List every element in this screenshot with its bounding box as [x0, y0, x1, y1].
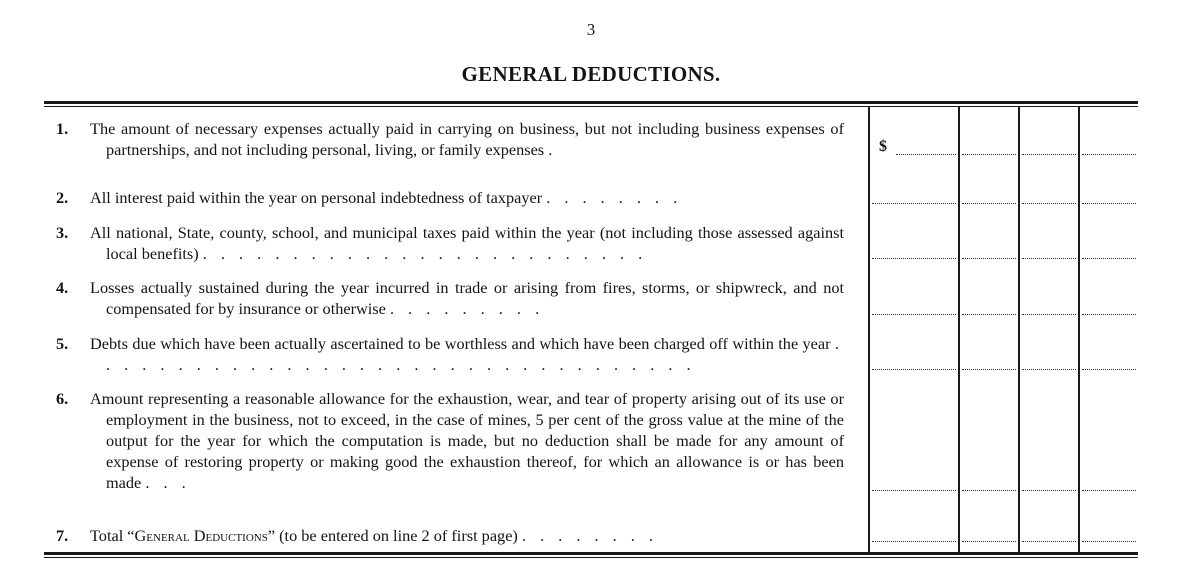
amount-line-1-col-2 — [962, 154, 1016, 155]
amount-line-6-col-4 — [1082, 490, 1136, 491]
column-divider-3 — [1018, 106, 1020, 553]
amount-line-3-col-1 — [872, 258, 956, 259]
amount-line-3-col-2 — [962, 258, 1016, 259]
deduction-item-7 — [56, 525, 844, 546]
amount-line-7-col-1 — [872, 541, 956, 542]
amount-line-6-col-3 — [1022, 490, 1076, 491]
deduction-item-5 — [56, 333, 844, 375]
amount-line-6-col-1 — [872, 490, 956, 491]
deduction-item-2 — [56, 187, 844, 208]
page-number: 3 — [586, 20, 596, 39]
deduction-item-4 — [56, 277, 844, 319]
amount-line-2-col-1 — [872, 203, 956, 204]
column-divider-4 — [1078, 106, 1080, 553]
item-text: Debts due which have been actually ascertained to be worthless and which have been charged off within the year — [90, 334, 831, 353]
currency-symbol: $ — [879, 138, 887, 155]
item-text-smallcaps: General Deductions — [134, 526, 268, 545]
deduction-item-1 — [56, 118, 844, 160]
item-text-prefix: Total “ — [90, 526, 135, 545]
item-number: 7. — [56, 526, 69, 545]
amount-line-1-col-3 — [1022, 154, 1076, 155]
amount-line-1-col-1 — [896, 154, 956, 155]
item-leader: . . . . . . . . . — [389, 299, 545, 318]
column-divider-2 — [958, 106, 960, 553]
item-leader: . . . . . . . . . . . . . . . . . . . . . . . . . — [202, 244, 648, 263]
item-number: 3. — [56, 223, 69, 242]
amount-line-5-col-2 — [962, 369, 1016, 370]
item-number: 6. — [56, 389, 69, 408]
column-divider-1 — [868, 106, 870, 553]
amount-line-5-col-1 — [872, 369, 956, 370]
amount-line-7-col-2 — [962, 541, 1016, 542]
amount-line-2-col-2 — [962, 203, 1016, 204]
amount-line-4-col-4 — [1082, 314, 1136, 315]
amount-line-4-col-1 — [872, 314, 956, 315]
bottom-rule-thick — [44, 552, 1138, 555]
amount-line-3-col-4 — [1082, 258, 1136, 259]
amount-line-6-col-2 — [962, 490, 1016, 491]
item-text: The amount of necessary expenses actually paid in carrying on business, but not including business expenses of partnerships, and not including personal, living, or family expenses — [90, 119, 844, 159]
item-number: 2. — [56, 188, 69, 207]
amount-line-2-col-4 — [1082, 203, 1136, 204]
amount-line-3-col-3 — [1022, 258, 1076, 259]
bottom-rule-thin — [44, 557, 1138, 558]
section-title: GENERAL DEDUCTIONS. — [461, 62, 721, 86]
item-text: All national, State, county, school, and municipal taxes paid within the year (not including those assessed against local benefits) — [90, 223, 844, 263]
amount-line-7-col-4 — [1082, 541, 1136, 542]
top-rule-thick — [44, 101, 1138, 104]
item-text: Amount representing a reasonable allowance for the exhaustion, wear, and tear of property arising out of its use or employment in the business, not to exceed, in the case of mines, 5 per cent of the gross value at the mine of the output for the year for which the computation is made, but no deduction shall be made for any amount of expense of restoring property or making good the exhaustion thereof, for which an allowance is or has been made — [90, 389, 844, 492]
amount-line-5-col-4 — [1082, 369, 1136, 370]
item-leader: . . . . . . . . — [546, 188, 683, 207]
item-leader: . . . . . . . . . . . . . . . . . . . . . . . . . . . . . . . . . . — [106, 334, 844, 374]
amount-line-5-col-3 — [1022, 369, 1076, 370]
top-rule-thin — [44, 106, 1138, 107]
deduction-item-3 — [56, 222, 844, 264]
amount-line-4-col-2 — [962, 314, 1016, 315]
amount-line-1-col-4 — [1082, 154, 1136, 155]
amount-line-2-col-3 — [1022, 203, 1076, 204]
item-leader: . . . . . . . . — [521, 526, 658, 545]
amount-line-4-col-3 — [1022, 314, 1076, 315]
item-number: 4. — [56, 278, 69, 297]
item-leader: . . . — [145, 473, 191, 492]
deduction-item-6 — [56, 388, 844, 493]
amount-line-7-col-3 — [1022, 541, 1076, 542]
item-number: 5. — [56, 334, 69, 353]
item-leader: . — [548, 140, 558, 159]
item-text: All interest paid within the year on personal indebtedness of taxpayer — [90, 188, 543, 207]
item-text: Losses actually sustained during the year incurred in trade or arising from fires, storms, or shipwreck, and not compensated for by insurance or otherwise — [90, 278, 844, 318]
item-text-suffix: ” (to be entered on line 2 of first page) — [267, 526, 518, 545]
item-number: 1. — [56, 119, 69, 138]
